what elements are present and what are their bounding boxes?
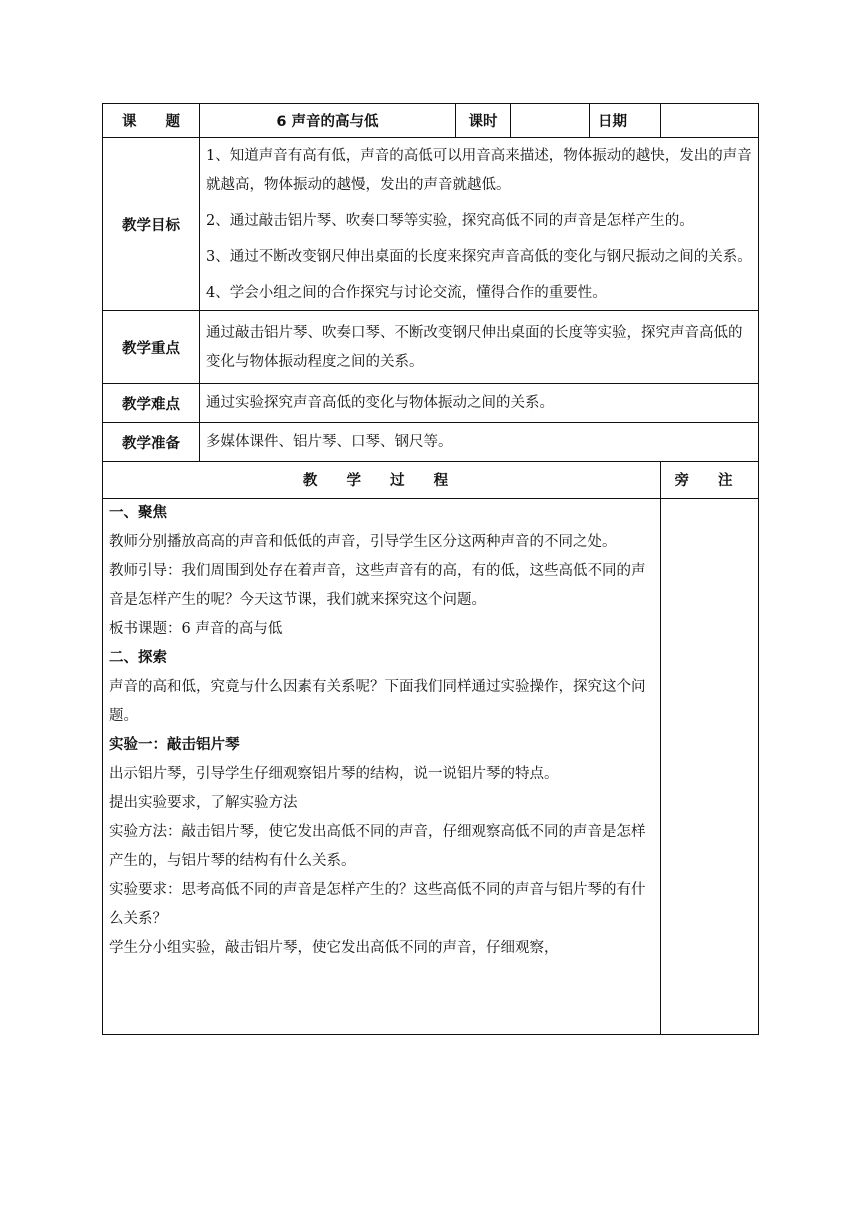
objectives-content — [200, 138, 759, 311]
section-heading-focus: 一、聚焦 — [109, 504, 167, 521]
process-content — [103, 498, 661, 1034]
teaching-process-table — [102, 461, 759, 1035]
difficulties-text: 通过实验探究声音高低的变化与物体振动之间的关系。 — [200, 384, 759, 423]
process-paragraph: 教师引导：我们周围到处存在着声音，这些声音有的高，有的低，这些高低不同的声音是怎样产生的呢？今天这节课，我们就来探究这个问题。 — [109, 562, 646, 608]
process-paragraph: 板书课题：6 声音的高与低 — [109, 620, 283, 637]
process-paragraph: 声音的高和低，究竟与什么因素有关系呢？下面我们同样通过实验操作，探究这个问题。 — [109, 678, 646, 724]
section-heading-explore: 二、探索 — [109, 649, 167, 666]
key-points-row — [103, 311, 759, 384]
header-row — [103, 104, 759, 138]
objectives-label: 教学目标 — [103, 138, 200, 311]
preparation-row — [103, 423, 759, 462]
difficulties-row — [103, 384, 759, 423]
objectives-row — [103, 138, 759, 311]
lesson-info-table — [102, 103, 759, 462]
lesson-plan-sheet — [102, 103, 758, 1035]
key-points-label: 教学重点 — [103, 311, 200, 384]
period-label: 课时 — [456, 104, 511, 138]
period-value — [511, 104, 590, 138]
side-notes-header: 旁 注 — [661, 461, 759, 498]
difficulties-label: 教学难点 — [103, 384, 200, 423]
date-label: 日期 — [590, 104, 661, 138]
process-paragraph: 出示铝片琴，引导学生仔细观察铝片琴的结构，说一说铝片琴的特点。 — [109, 765, 559, 782]
process-paragraph: 教师分别播放高高的声音和低低的声音，引导学生区分这两种声音的不同之处。 — [109, 533, 617, 550]
process-paragraph: 学生分小组实验，敲击铝片琴，使它发出高低不同的声音，仔细观察， — [109, 939, 559, 956]
subject-label: 课 题 — [103, 104, 200, 138]
process-paragraph: 实验方法：敲击铝片琴，使它发出高低不同的声音，仔细观察高低不同的声音是怎样产生的，与铝片琴的结构有什么关系。 — [109, 823, 646, 869]
process-body-row — [103, 498, 759, 1034]
process-paragraph: 实验要求：思考高低不同的声音是怎样产生的？这些高低不同的声音与铝片琴的有什么关系？ — [109, 881, 646, 927]
objective-item: 1、知道声音有高有低，声音的高低可以用音高来描述，物体振动的越快，发出的声音就越高，物体振动的越慢，发出的声音就越低。 — [206, 148, 752, 193]
process-header-row — [103, 461, 759, 498]
objective-item: 3、通过不断改变钢尺伸出桌面的长度来探究声音高低的变化与钢尺振动之间的关系。 — [206, 249, 752, 265]
side-notes-cell — [661, 498, 759, 1034]
process-header: 教 学 过 程 — [103, 461, 661, 498]
process-paragraph: 提出实验要求，了解实验方法 — [109, 794, 298, 811]
experiment-heading: 实验一：敲击铝片琴 — [109, 736, 240, 753]
key-points-text: 通过敲击铝片琴、吹奏口琴、不断改变钢尺伸出桌面的长度等实验，探究声音高低的变化与物体振动程度之间的关系。 — [200, 311, 759, 384]
preparation-label: 教学准备 — [103, 423, 200, 462]
objective-item: 2、通过敲击铝片琴、吹奏口琴等实验，探究高低不同的声音是怎样产生的。 — [206, 213, 694, 229]
subject-value: 6 声音的高与低 — [200, 104, 456, 138]
objective-item: 4、学会小组之间的合作探究与讨论交流，懂得合作的重要性。 — [206, 285, 607, 301]
date-value — [661, 104, 759, 138]
preparation-text: 多媒体课件、铝片琴、口琴、钢尺等。 — [200, 423, 759, 462]
